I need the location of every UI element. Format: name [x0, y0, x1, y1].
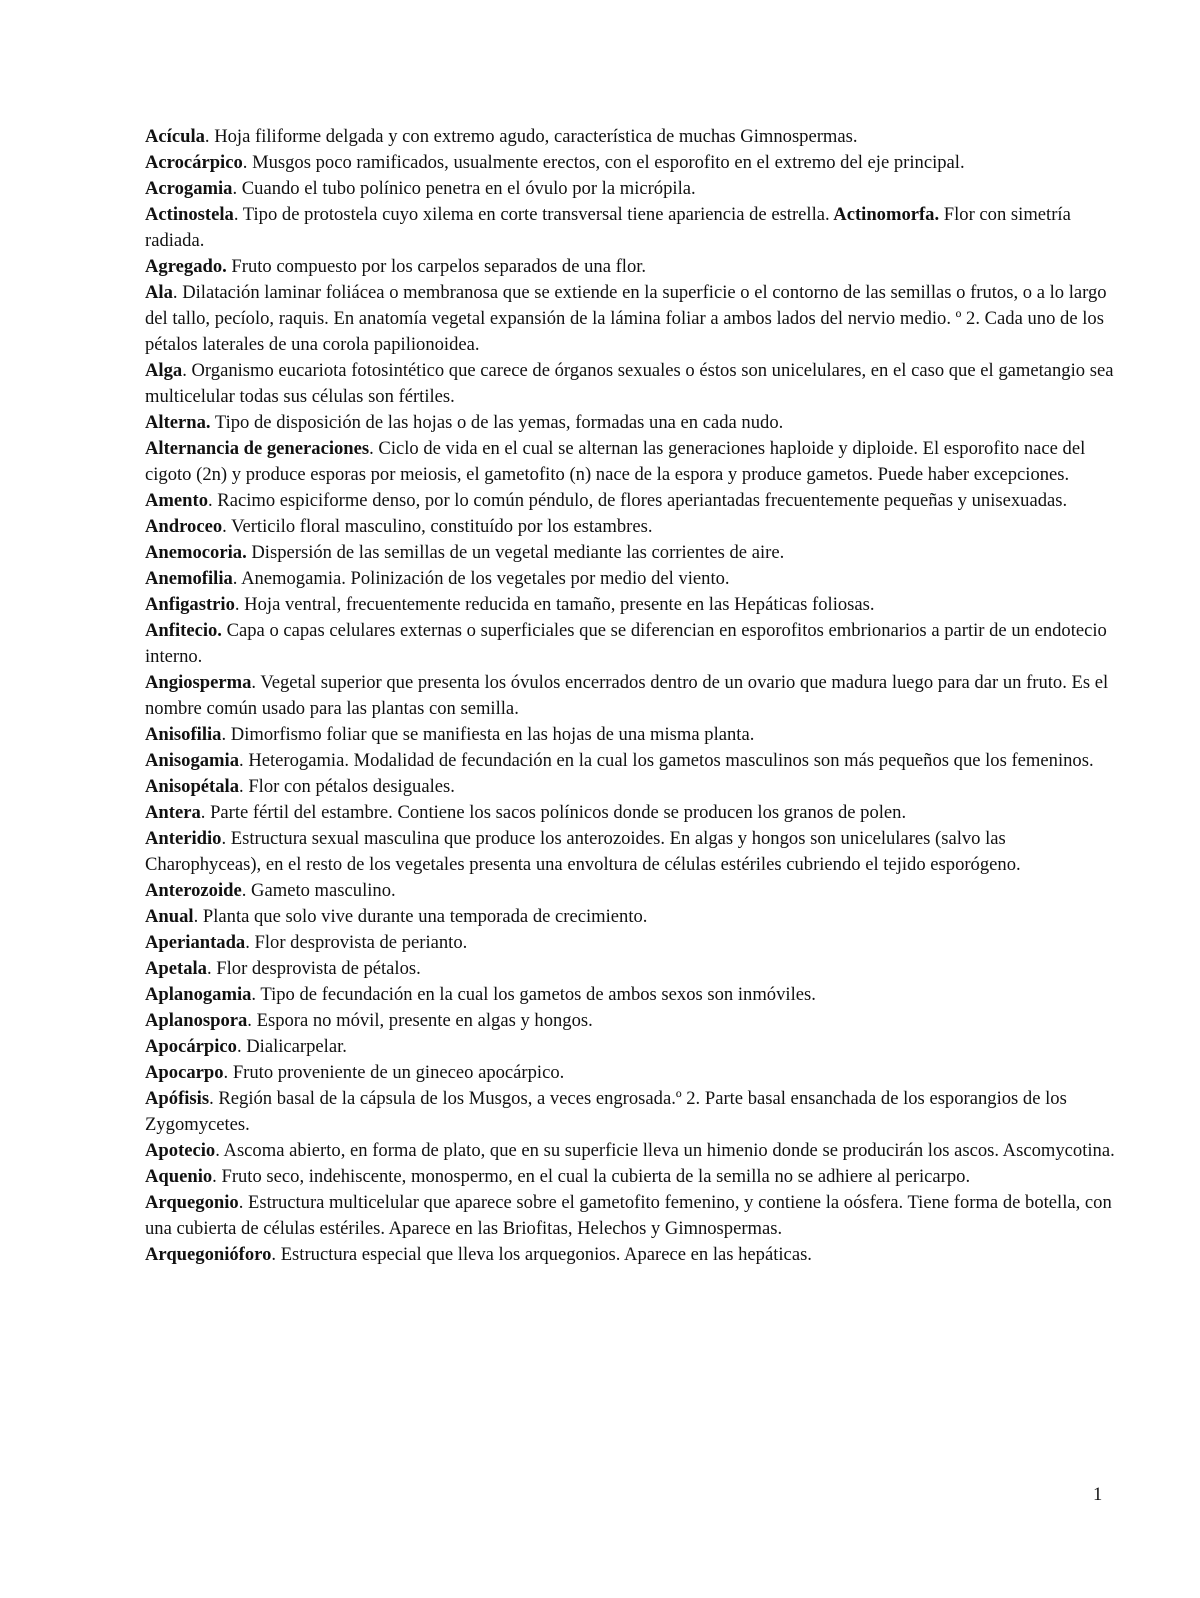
glossary-entry [145, 774, 1115, 800]
entry-separator: . [239, 750, 244, 771]
entry-term: Actinostela [145, 204, 234, 225]
entry-separator: . [251, 984, 257, 1005]
entry-separator: . [215, 1140, 220, 1161]
entry-definition: Estructura especial que lleva los arquegonios. Aparece en las hepáticas. [276, 1244, 812, 1265]
entry-definition: Flor con simetría radiada. [145, 204, 1071, 251]
glossary-entry [145, 566, 1115, 592]
entry-definition: Anemogamia. Polinización de los vegetales por medio del viento. [237, 568, 730, 589]
glossary-entry [145, 592, 1115, 618]
entry-separator: . [204, 126, 210, 147]
entry-term: Actinomorfa [829, 204, 935, 225]
entry-term: Acícula [145, 126, 205, 147]
entry-term: Apotecio [145, 1140, 216, 1161]
glossary-entry [145, 722, 1115, 748]
entry-term: Anisopétala [145, 776, 240, 797]
glossary-entry [145, 904, 1115, 930]
entry-term: Angiosperma [145, 672, 252, 693]
entry-separator: . [234, 594, 240, 615]
glossary-entry [145, 1138, 1115, 1164]
entry-term: Alterna. [145, 412, 211, 433]
glossary-entry [145, 982, 1115, 1008]
entry-definition: Tipo de fecundación en la cual los gametos de ambos sexos son inmóviles. [256, 984, 816, 1005]
entry-term: Antera [145, 802, 201, 823]
entry-term: Apófisis [145, 1088, 210, 1109]
entry-separator: . [236, 1036, 242, 1057]
entry-definition: Flor desprovista de pétalos. [211, 958, 421, 979]
entry-term: Anfigastrio [145, 594, 235, 615]
glossary-entry [145, 124, 1115, 150]
entry-definition: Dimorfismo foliar que se manifiesta en las hojas de una misma planta. [226, 724, 755, 745]
entry-definition: Estructura sexual masculina que produce los anterozoides. En algas y hongos son unicelulares (salvo las Charophyceas), en el resto de los vegetales presenta una envoltura de células estériles cubriendo el tejido esporógeno. [145, 828, 1021, 875]
entry-separator: . [934, 204, 940, 225]
entry-definition: Parte fértil del estambre. Contiene los sacos polínicos donde se producen los granos de polen. [205, 802, 907, 823]
entry-definition: Vegetal superior que presenta los óvulos encerrados dentro de un ovario que madura luego para dar un fruto. Es el nombre común usado para las plantas con semilla. [145, 672, 1109, 719]
entry-definition: Tipo de protostela cuyo xilema en corte transversal tiene apariencia de estrella. [238, 204, 830, 225]
entry-definition: Ascoma abierto, en forma de plato, que en su superficie lleva un himenio donde se producirán los ascos. Ascomycotina. [219, 1140, 1115, 1161]
entry-separator: . [222, 516, 227, 537]
glossary-entry [145, 1034, 1115, 1060]
entry-separator: . [193, 906, 199, 927]
entry-definition: Fruto proveniente de un gineceo apocárpico. [228, 1062, 565, 1083]
glossary-entry [145, 1008, 1115, 1034]
entry-separator: . [212, 1166, 217, 1187]
entry-definition: Dialicarpelar. [241, 1036, 347, 1057]
entry-term: Anterozoide [145, 880, 242, 901]
glossary-entry [145, 1164, 1115, 1190]
entry-separator: . [247, 1010, 252, 1031]
entry-definition: Cuando el tubo polínico penetra en el óvulo por la micrópila. [237, 178, 696, 199]
entry-separator: . [182, 360, 187, 381]
entry-term: Amento [145, 490, 208, 511]
glossary-entry [145, 540, 1115, 566]
glossary-entry [145, 150, 1115, 176]
entry-definition: Fruto compuesto por los carpelos separados de una flor. [226, 256, 647, 277]
entry-term: Aperiantada [145, 932, 246, 953]
entry-term: Aplanospora [145, 1010, 248, 1031]
entry-term: Agregado. [145, 256, 227, 277]
glossary-entry [145, 748, 1115, 774]
entry-separator: . [251, 672, 257, 693]
entry-term: Apetala [145, 958, 207, 979]
entry-definition: Región basal de la cápsula de los Musgos, a veces engrosada.º 2. Parte basal ensanchada de los esporangios de los Zygomycetes. [145, 1088, 1067, 1135]
entry-separator: . [221, 828, 227, 849]
entry-separator: . [232, 178, 238, 199]
entry-definition: Capa o capas celulares externas o superficiales que se diferencian en esporofitos embrionarios a partir de un endotecio interno. [145, 620, 1107, 667]
glossary-entry [145, 1242, 1115, 1268]
entry-term: Androceo [145, 516, 223, 537]
entry-term: Anual [145, 906, 194, 927]
entry-separator: . [206, 958, 212, 979]
entry-term: Arquegonio [145, 1192, 239, 1213]
glossary-entry [145, 436, 1115, 488]
entry-definition: Flor desprovista de perianto. [249, 932, 468, 953]
entry-definition: Musgos poco ramificados, usualmente erectos, con el esporofito en el extremo del eje principal. [247, 152, 965, 173]
entry-separator: . [242, 152, 248, 173]
entry-term: Anisogamia [145, 750, 240, 771]
page-number: 1 [1093, 1484, 1103, 1505]
entry-separator: . [369, 438, 374, 459]
glossary-entry [145, 670, 1115, 722]
entry-term: Acrogamia [145, 178, 233, 199]
entry-separator: . [232, 568, 238, 589]
glossary-entry [145, 202, 1115, 254]
glossary-entry [145, 1086, 1115, 1138]
glossary-entry [145, 956, 1115, 982]
entry-term: Anemocoria. [145, 542, 247, 563]
entry-separator: . [209, 1088, 214, 1109]
entry-separator: . [221, 724, 227, 745]
glossary-entry [145, 514, 1115, 540]
entry-term: Apocárpico [145, 1036, 237, 1057]
entry-term: Ala [145, 282, 173, 303]
entry-separator: . [223, 1062, 229, 1083]
entry-definition: Racimo espiciforme denso, por lo común péndulo, de flores aperiantadas frecuentemente pequeñas y unisexuadas. [212, 490, 1068, 511]
entry-separator: . [239, 776, 244, 797]
entry-separator: . [271, 1244, 277, 1265]
glossary-entry [145, 488, 1115, 514]
entry-definition: Espora no móvil, presente en algas y hongos. [251, 1010, 593, 1031]
entry-definition: Flor con pétalos desiguales. [243, 776, 455, 797]
entry-separator: . [200, 802, 206, 823]
glossary-entry [145, 618, 1115, 670]
glossary-entry [145, 930, 1115, 956]
entry-definition: Planta que solo vive durante una temporada de crecimiento. [198, 906, 648, 927]
entry-definition: Estructura multicelular que aparece sobre el gametofito femenino, y contiene la oósfera. Tiene forma de botella, con una cubierta de células estériles. Aparece en las Briofitas, Helechos y Gimnospermas. [145, 1192, 1112, 1239]
glossary-entry [145, 176, 1115, 202]
glossary-entry [145, 1190, 1115, 1242]
glossary-entry [145, 410, 1115, 436]
glossary-entry [145, 826, 1115, 878]
entry-term: Apocarpo [145, 1062, 224, 1083]
entry-separator: . [208, 490, 213, 511]
entry-definition: Verticilo floral masculino, constituído por los estambres. [226, 516, 653, 537]
entry-separator: . [245, 932, 250, 953]
entry-term: Arquegonióforo [145, 1244, 272, 1265]
entry-definition: Organismo eucariota fotosintético que carece de órganos sexuales o éstos son unicelulares, en el caso que el gametangio sea multicelular todas sus células son fértiles. [145, 360, 1114, 407]
entry-term: Anemofilia [145, 568, 233, 589]
entry-definition: Hoja filiforme delgada y con extremo agudo, característica de muchas Gimnospermas. [209, 126, 858, 147]
entry-term: Aquenio [145, 1166, 213, 1187]
entry-term: Anteridio [145, 828, 222, 849]
entry-separator: . [172, 282, 178, 303]
entry-term: Acrocárpico [145, 152, 243, 173]
entry-term: Alga [145, 360, 183, 381]
entry-term: Aplanogamia [145, 984, 252, 1005]
entry-term: Anisofilia [145, 724, 222, 745]
entry-definition: Dilatación laminar foliácea o membranosa que se extiende en la superficie o el contorno de las semillas o frutos, o a lo largo del tallo, pecíolo, raquis. En anatomía vegetal expansión de la lámina foliar a ambos lados del nervio medio. º 2. Cada uno de los pétalos laterales de una corola papilionoidea. [145, 282, 1107, 355]
entry-term: Anfitecio. [145, 620, 222, 641]
glossary-entry [145, 878, 1115, 904]
glossary-entry [145, 280, 1115, 358]
glossary-list [145, 124, 1115, 1268]
entry-definition: Hoja ventral, frecuentemente reducida en tamaño, presente en las Hepáticas foliosas. [239, 594, 875, 615]
entry-separator: . [241, 880, 247, 901]
glossary-entry [145, 358, 1115, 410]
entry-definition: Gameto masculino. [246, 880, 396, 901]
entry-definition: Fruto seco, indehiscente, monospermo, en el cual la cubierta de la semilla no se adhiere al pericarpo. [216, 1166, 971, 1187]
entry-separator: . [238, 1192, 244, 1213]
entry-definition: Tipo de disposición de las hojas o de las yemas, formadas una en cada nudo. [210, 412, 784, 433]
entry-definition: Dispersión de las semillas de un vegetal mediante las corrientes de aire. [246, 542, 785, 563]
glossary-entry [145, 800, 1115, 826]
glossary-entry [145, 254, 1115, 280]
entry-definition: Ciclo de vida en el cual se alternan las generaciones haploide y diploide. El esporofito nace del cigoto (2n) y produce esporas por meiosis, el gametofito (n) nace de la espora y produce gametos. Puede haber excepciones. [145, 438, 1086, 485]
entry-separator: . [233, 204, 239, 225]
entry-definition: Heterogamia. Modalidad de fecundación en la cual los gametos masculinos son más pequeños que los femeninos. [243, 750, 1094, 771]
glossary-entry [145, 1060, 1115, 1086]
entry-term: Alternancia de generaciones [145, 438, 370, 459]
